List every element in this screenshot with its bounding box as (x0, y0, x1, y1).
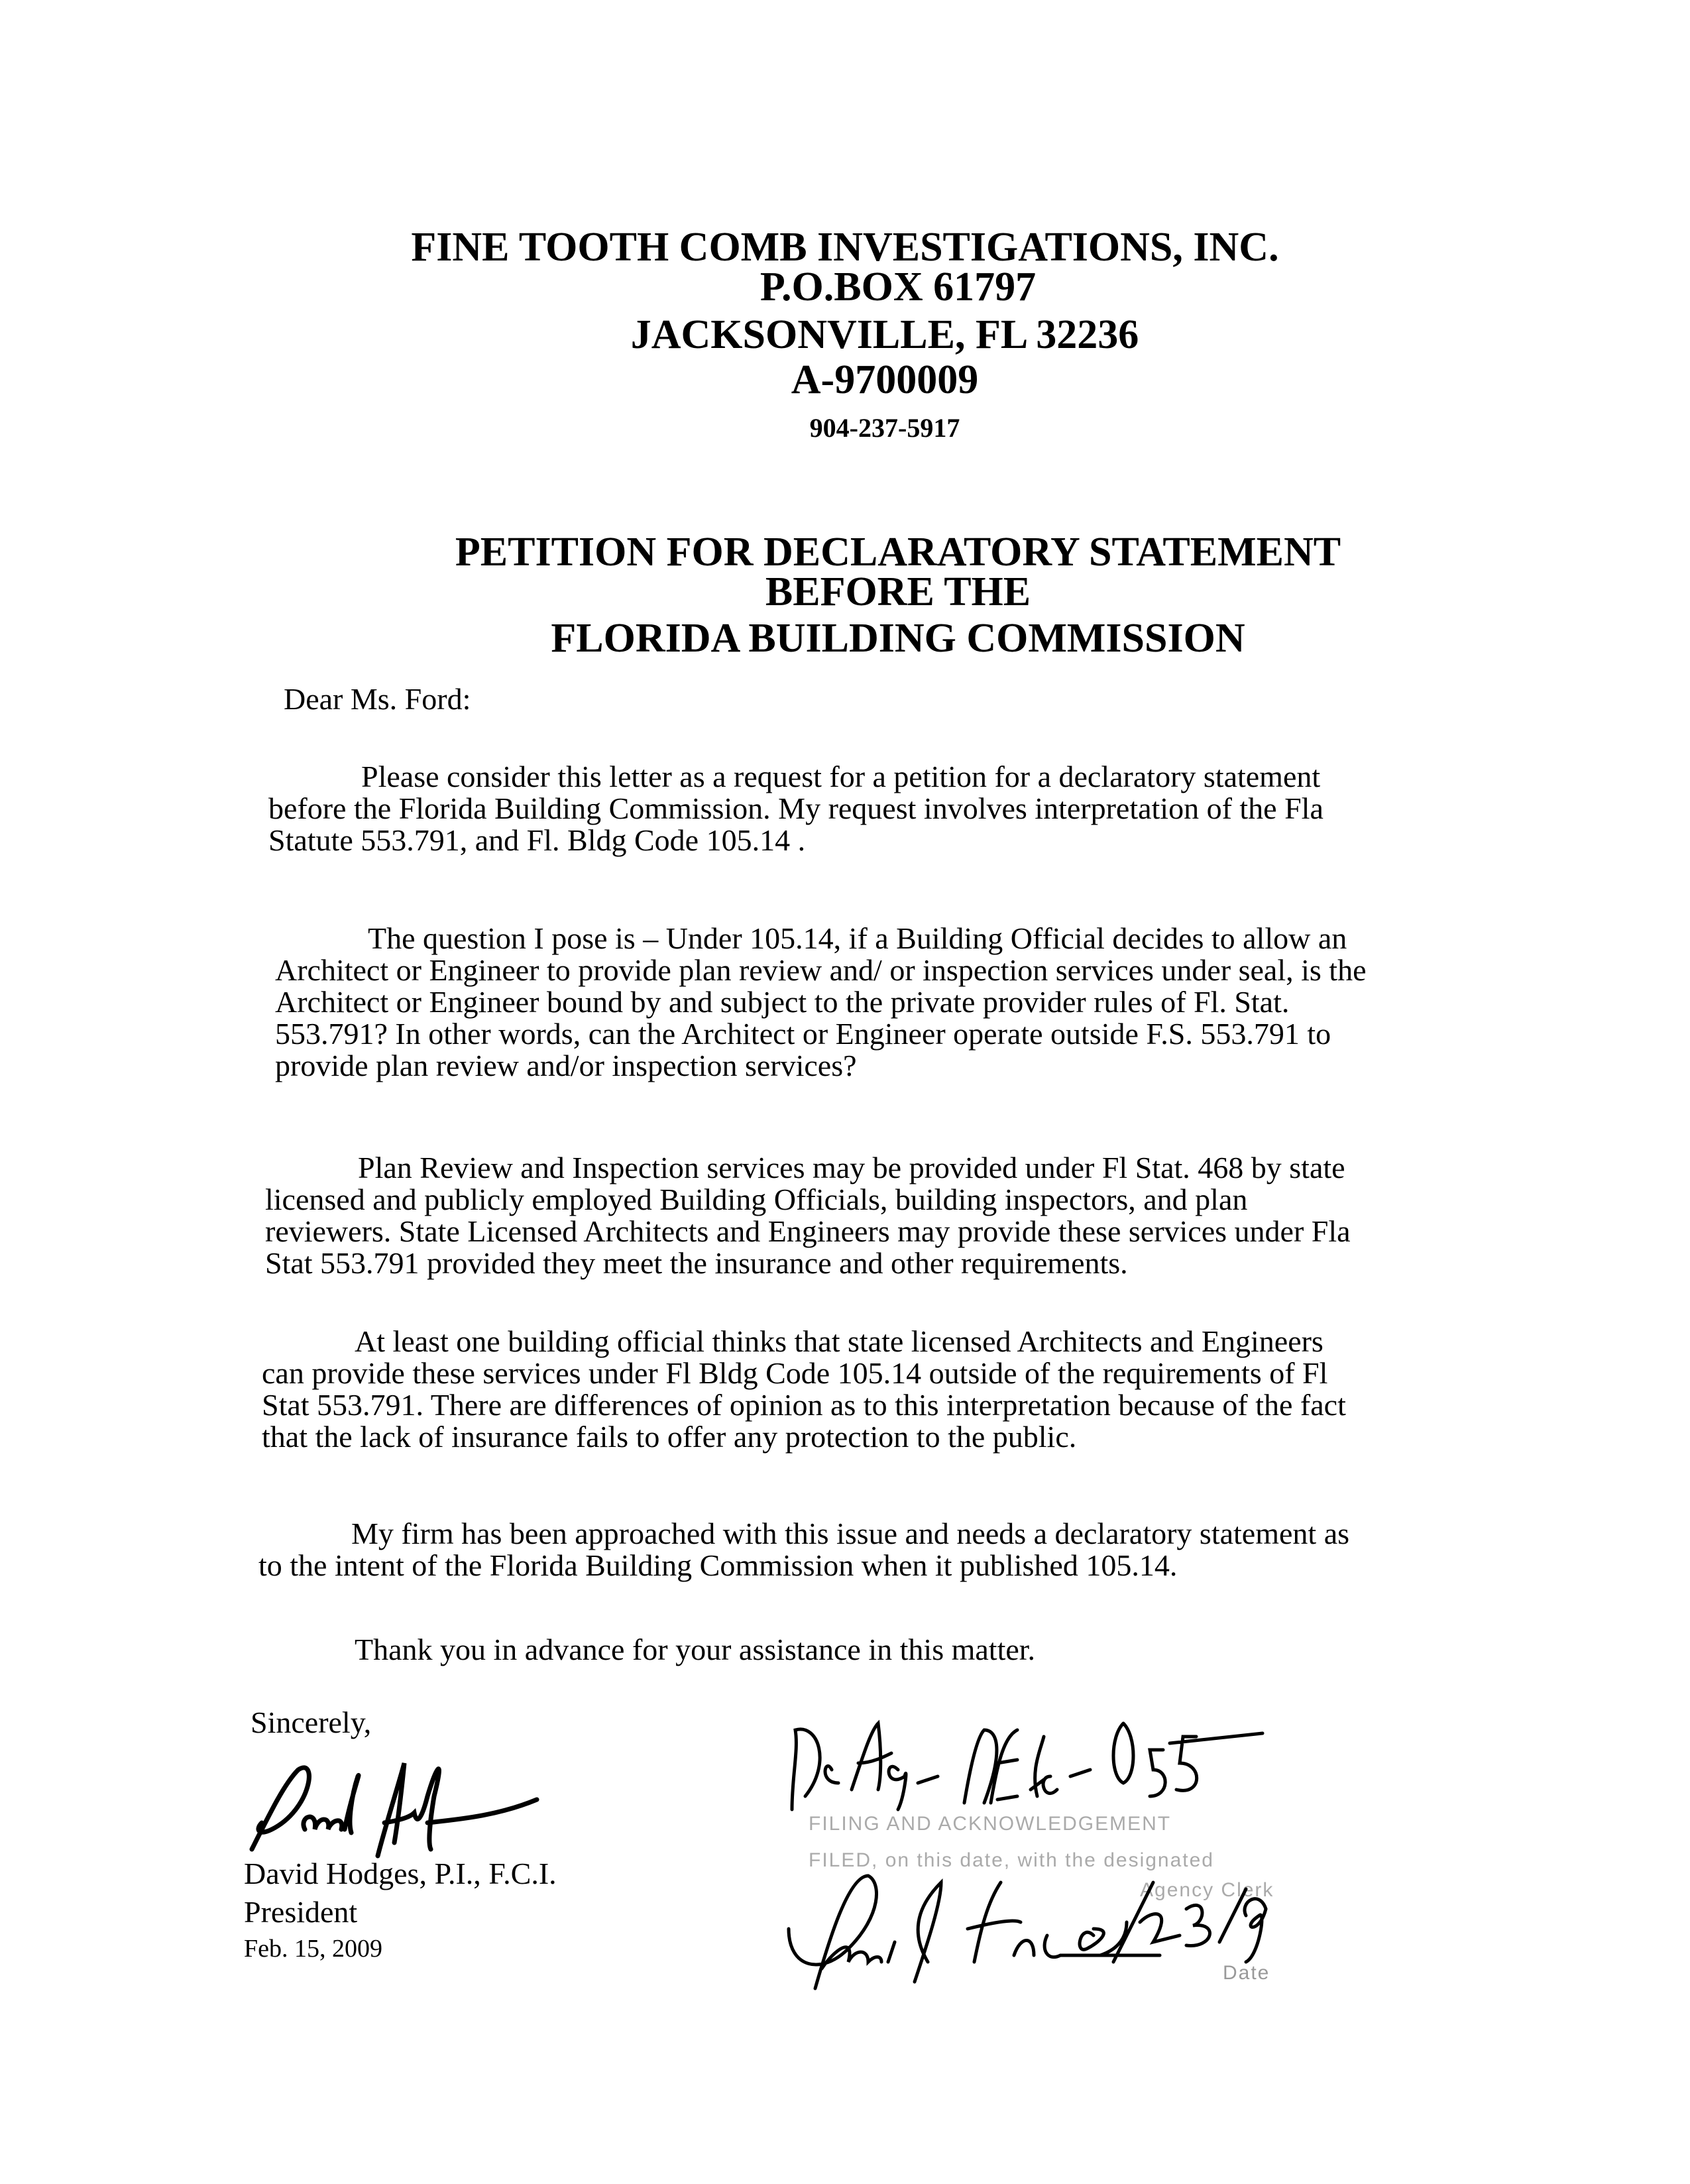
petition-title: PETITION FOR DECLARATORY STATEMENT (455, 530, 1341, 575)
stamp-faded-line-1: FILING AND ACKNOWLEDGEMENT (809, 1813, 1172, 1835)
letter-date: Feb. 15, 2009 (244, 1935, 382, 1963)
text-line: Stat 553.791. There are differences of opinion as to this interpretation because of the fact (262, 1388, 1346, 1422)
author-signature (245, 1756, 543, 1856)
city-state-zip: JACKSONVILLE, FL 32236 (630, 312, 1139, 357)
text-line: to the intent of the Florida Building Commission when it published 105.14. (258, 1548, 1178, 1582)
text-line: Plan Review and Inspection services may be provided under Fl Stat. 468 by state (358, 1151, 1345, 1184)
text-line: reviewers. State Licensed Architects and Engineers may provide these services under Fla (265, 1214, 1351, 1248)
text-line: Please consider this letter as a request for a petition for a declaratory statement (361, 760, 1321, 793)
paragraph-3 (265, 1152, 1458, 1279)
text-line: that the lack of insurance fails to offer any protection to the public. (262, 1420, 1077, 1454)
petition-body: FLORIDA BUILDING COMMISSION (551, 616, 1245, 661)
license-number: A-9700009 (791, 357, 979, 402)
text-line: Architect or Engineer to provide plan review and/ or inspection services under seal, is the (275, 953, 1367, 987)
stamp-faded-line-2: FILED, on this date, with the designated (809, 1849, 1214, 1871)
signer-title: President (244, 1895, 358, 1929)
text-line: At least one building official thinks that state licensed Architects and Engineers (355, 1324, 1324, 1358)
signer-name: David Hodges, P.I., F.C.I. (244, 1857, 557, 1890)
phone-number: 904-237-5917 (809, 413, 960, 443)
case-number-handwriting (779, 1710, 1388, 1816)
text-line: licensed and publicly employed Building Officials, building inspectors, and plan (265, 1182, 1248, 1216)
paragraph-2 (275, 923, 1468, 1082)
clerk-signature (782, 1863, 1478, 1995)
petition-subtitle: BEFORE THE (765, 569, 1031, 614)
text-line: Stat 553.791 provided they meet the insurance and other requirements. (265, 1246, 1128, 1280)
po-box: P.O.BOX 61797 (760, 264, 1037, 310)
paragraph-4 (262, 1326, 1455, 1453)
stamp-date-label: Date (1223, 1962, 1270, 1984)
text-line: provide plan review and/or inspection services? (275, 1049, 857, 1082)
stamp-faded-line-3: Agency Clerk (1140, 1879, 1274, 1901)
text-line: can provide these services under Fl Bldg Code 105.14 outside of the requirements of Fl (262, 1356, 1328, 1390)
company-name: FINE TOOTH COMB INVESTIGATIONS, INC. (411, 225, 1279, 270)
paragraph-1 (268, 761, 1461, 856)
text-line: Architect or Engineer bound by and subject to the private provider rules of Fl. Stat. (275, 985, 1290, 1019)
thanks-line: Thank you in advance for your assistance in this matter. (355, 1633, 1036, 1666)
text-line: Statute 553.791, and Fl. Bldg Code 105.14 . (268, 823, 806, 857)
paragraph-5 (258, 1518, 1451, 1581)
text-line: The question I pose is – Under 105.14, if a Building Official decides to allow an (368, 921, 1347, 955)
text-line: 553.791? In other words, can the Architect or Engineer operate outside F.S. 553.791 to (275, 1017, 1331, 1051)
salutation: Dear Ms. Ford: (284, 682, 471, 716)
closing: Sincerely, (251, 1705, 372, 1739)
text-line: before the Florida Building Commission. My request involves interpretation of the Fla (268, 791, 1324, 825)
text-line: My firm has been approached with this issue and needs a declaratory statement as (351, 1517, 1350, 1550)
